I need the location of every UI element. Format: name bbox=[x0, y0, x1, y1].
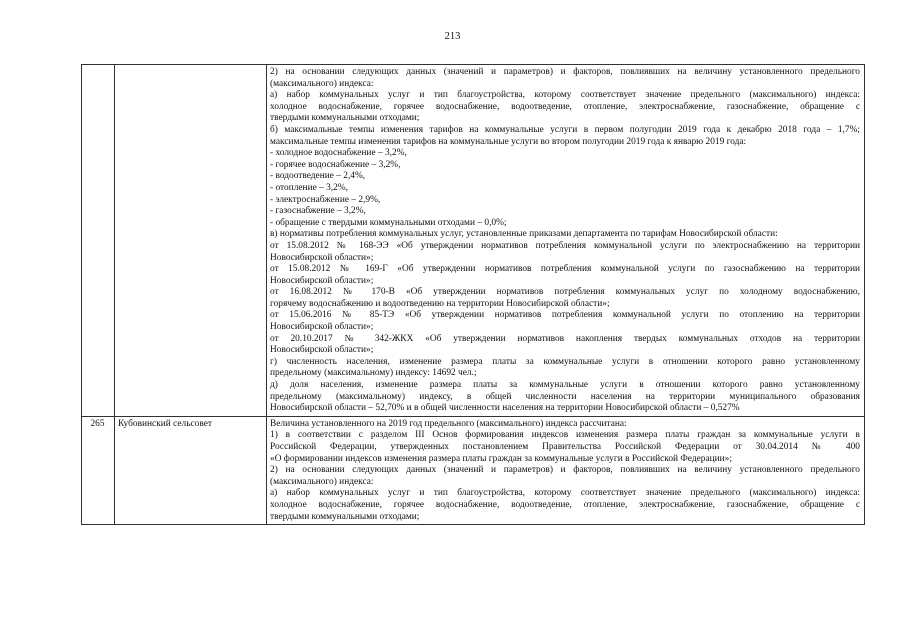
text-line: от 16.08.2012 № 170-В «Об утверждении нормативов потребления коммунальных услуг по холодному водоснабжению, bbox=[270, 287, 860, 298]
page-number: 213 bbox=[444, 31, 461, 42]
text-line: Новосибирской области – 52,70% и в общей численности населения на территории Новосибирской области – 0,527% bbox=[270, 403, 740, 414]
municipality-name-cell: Кубовинский сельсовет bbox=[115, 416, 267, 524]
text-line: Новосибирской области»; bbox=[270, 345, 374, 356]
text-line: максимальные темпы изменения тарифов на коммунальные услуги во втором полугодии 2019 года к январю 2019 года: bbox=[270, 136, 747, 147]
table-row bbox=[82, 65, 865, 417]
text-line: предельному (максимальному) индексу, в общей численности населения на территории муниципального образования bbox=[270, 391, 860, 402]
text-line: - водоотведение – 2,4%, bbox=[270, 171, 366, 182]
text-line: твердыми коммунальными отходами; bbox=[270, 113, 420, 124]
text-line: «О формировании индексов изменения размера платы граждан за коммунальные услуги в Российской Федерации»; bbox=[270, 453, 732, 464]
text-line: 2) на основании следующих данных (значений и параметров) и факторов, повлиявших на величину установленного предельного bbox=[270, 67, 860, 77]
text-line: г) численность населения, изменение размера платы за коммунальные услуги в отношении которого равно установленному bbox=[270, 356, 860, 367]
text-line: - горячее водоснабжение – 3,2%, bbox=[270, 159, 401, 170]
text-line: предельному (максимальному) индексу: 14692 чел.; bbox=[270, 368, 477, 379]
text-line: - газоснабжение – 3,2%, bbox=[270, 206, 366, 217]
text-line: а) набор коммунальных услуг и тип благоустройства, которому соответствует значение предельного (максимального) индекса: bbox=[270, 90, 860, 101]
row-number-cell: 265 bbox=[82, 416, 115, 524]
text-line: Величина установленного на 2019 год предельного (максимального) индекса рассчитана: bbox=[270, 418, 627, 429]
text-line: 2) на основании следующих данных (значений и параметров) и факторов, повлиявших на величину установленного предельного bbox=[270, 465, 860, 476]
municipality-name-cell bbox=[115, 65, 267, 417]
text-line: в) нормативы потребления коммунальных услуг, установленные приказами департамента по тарифам Новосибирской области: bbox=[270, 229, 778, 240]
text-line: а) набор коммунальных услуг и тип благоустройства, которому соответствует значение предельного (максимального) индекса: bbox=[270, 488, 860, 499]
text-line: от 20.10.2017 № 342-ЖКХ «Об утверждении нормативов накопления твердых коммунальных отходов на территории bbox=[270, 333, 860, 344]
text-line: - холодное водоснабжение – 3,2%, bbox=[270, 148, 407, 159]
text-line: - электроснабжение – 2,9%, bbox=[270, 194, 381, 205]
text-line: - отопление – 3,2%, bbox=[270, 182, 348, 193]
text-line: д) доля населения, изменение размера платы за коммунальные услуги в отношении которого равно установленному bbox=[270, 380, 860, 391]
text-line: 1) в соответствии с разделом III Основ формирования индексов изменения размера платы граждан за коммунальные услуги в bbox=[270, 430, 860, 441]
justification-text-cell bbox=[267, 416, 865, 524]
text-line: Новосибирской области»; bbox=[270, 252, 374, 263]
text-line: б) максимальные темпы изменения тарифов на коммунальные услуги в первом полугодии 2019 года к декабрю 2018 года – 1,7%; bbox=[270, 124, 860, 135]
text-line: холодное водоснабжение, горячее водоснабжение, водоотведение, отопление, электроснабжение, газоснабжение, обращение с bbox=[270, 499, 860, 510]
text-line: (максимального) индекса: bbox=[270, 78, 374, 89]
text-line: Новосибирской области»; bbox=[270, 275, 374, 286]
index-table bbox=[81, 64, 865, 525]
table-row bbox=[82, 416, 865, 524]
row-number-cell bbox=[82, 65, 115, 417]
text-line: от 15.06.2016 № 85-ТЭ «Об утверждении нормативов потребления коммунальной услуги по отоплению на территории bbox=[270, 310, 860, 321]
text-line: (максимального) индекса: bbox=[270, 476, 374, 487]
text-line: от 15.08.2012 № 168-ЭЭ «Об утверждении нормативов потребления коммунальной услуги по электроснабжению на территории bbox=[270, 240, 860, 251]
table-body bbox=[82, 65, 865, 525]
text-line: Новосибирской области»; bbox=[270, 322, 374, 333]
text-line: от 15.08.2012 № 169-Г «Об утверждении нормативов потребления коммунальной услуги по газоснабжению на территории bbox=[270, 264, 860, 275]
justification-text-cell bbox=[267, 65, 865, 417]
text-line: - обращение с твердыми коммунальными отходами – 0,0%; bbox=[270, 217, 507, 228]
text-line: холодное водоснабжение, горячее водоснабжение, водоотведение, отопление, электроснабжение, газоснабжение, обращение с bbox=[270, 101, 860, 112]
text-line: горячему водоснабжению и водоотведению на территории Новосибирской области»; bbox=[270, 298, 610, 309]
text-line: Российской Федерации, утвержденных постановлением Правительства Российской Федерации от 30.04.2014 № 400 bbox=[270, 442, 860, 452]
text-line: твердыми коммунальными отходами; bbox=[270, 511, 420, 522]
